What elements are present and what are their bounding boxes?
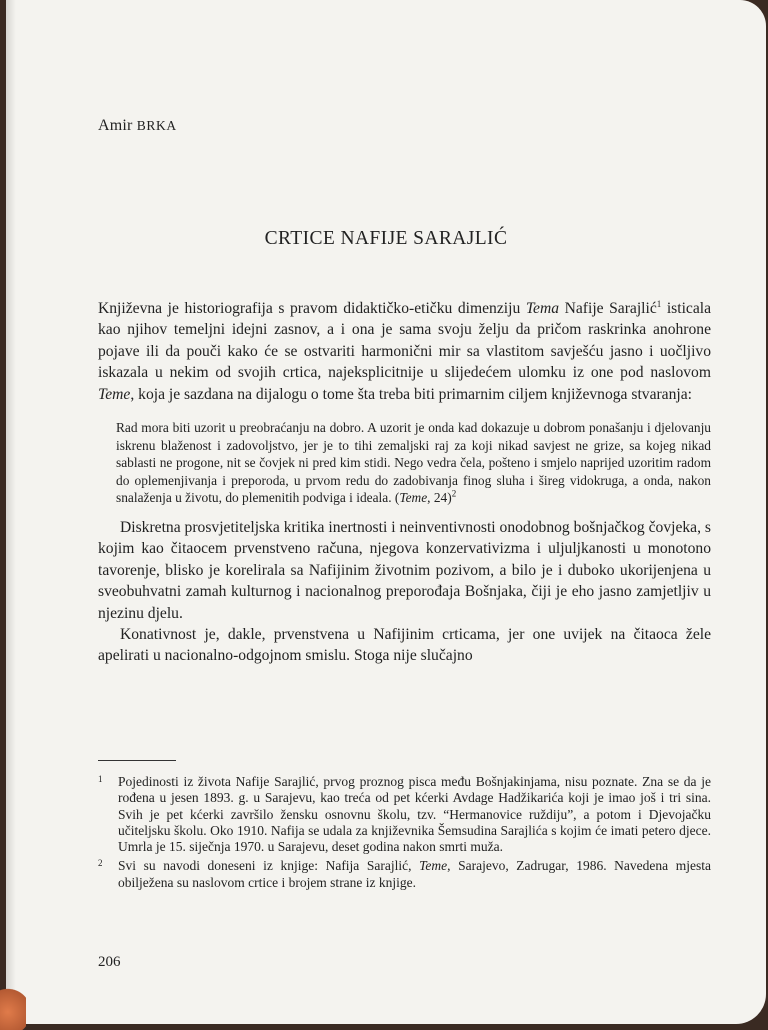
block-quote [116, 419, 711, 507]
footnote-ref-1: 1 [656, 298, 662, 309]
footnote-2-text-a: Svi su navodi doneseni iz knjige: Nafija Sarajlić, [118, 858, 420, 874]
article-body [98, 298, 711, 667]
footnote-2-text-b: , Sarajevo, Zadrugar, 1986. Navedena mjesta obilježena su naslovom crtice i brojem strane iz knjige. [118, 858, 711, 890]
author-first-name: Amir [98, 117, 133, 134]
quote-italic: Teme [399, 490, 428, 506]
footnote-2-italic: Teme [419, 858, 448, 874]
page-number: 206 [98, 954, 121, 970]
footnote-ref-2: 2 [451, 488, 457, 499]
footnote-2-number: 2 [98, 858, 103, 869]
author-name [98, 117, 177, 135]
footnote-2 [98, 858, 711, 891]
footnote-1-number: 1 [98, 774, 103, 784]
paragraph-1 [98, 298, 711, 405]
paragraph-3: Konativnost je, dakle, prvenstvena u Nafijinim crticama, jer one uvijek na čitaoca žele apelirati u nacionalno-odgojnom smislu. Stoga nije slučajno [98, 626, 711, 665]
paragraph-1-italic-b: Teme [98, 385, 131, 403]
paragraph-2: Diskretna prosvjetiteljska kritika inertnosti i neinventivnosti onodobnog bošnjačkog čovjeka, s kojim kao čitaocem prvenstveno računa, njegova konzervativizma i uljuljkanosti u monotono tavorenje, blisko je korelirala sa Nafijinim životnim pozivom, a bilo je i duboko ukorijenjena u sveobuhvatni zamah kulturnog i nacionalnog preporođaja Bošnjaka, čiji je eho jasno zamjetljiv u njezinu djelu. [98, 519, 711, 622]
paragraph-1-text-b: Nafije Sarajlić [559, 300, 657, 317]
footnote-1 [98, 774, 711, 855]
paragraph-1-text-c: isticala kao njihov temeljni idejni zasnov, a i ona je sama svoju želju da pričom raskrinka anohrone pojave ili da pouči kako će se ostvariti harmonični mir sa vlastitom savješću jasno i uočljivo iskazala u nekim od svojih crtica, najeksplicitnije u slijedećem ulomku iz one pod naslovom [98, 300, 711, 382]
paragraph-1-italic-a: Tema [525, 300, 560, 317]
footnote-1-text: Pojedinosti iz života Nafije Sarajlić, prvog proznog pisca među Bošnjakinjama, nisu poznate. Zna se da je rođena u jesen 1893. g. u Sarajevu, kao treća od pet kćerki Avdage Hadžikarića koji je imao još i tri sina. Svih je pet kćerki završilo žensku osnovnu školu, tzv. “Hermanovice ruždiju”, a potom i Djevojačku učiteljsku školu. Oko 1910. Nafija se udala za književnika Šemsudina Sarajlića s kojim će imati petero djece. Umrla je 15. siječnja 1970. u Sarajevu, deset godina nakon smrti muža. [118, 774, 711, 855]
footnotes [98, 774, 711, 894]
paragraph-1-text-a: Književna je historiografija s pravom didaktičko-etičku dimenziju [98, 300, 526, 317]
thumb-edge [0, 985, 26, 1030]
footnote-divider [98, 760, 176, 761]
quote-text: Rad mora biti uzorit u preobraćanju na dobro. A uzorit je onda kad dokazuje u dobrom ponašanju i djelovanju iskrenu blaženost i zadovoljstvo, jer je to tihi zemaljski raj za koji nikad savjest ne grize, sa kojeg nikad sablasti ne progone, nit se čovjek ni pred kim stidi. Nego vedra čela, pošteno i smjelo naprijed uzoritim radom do oplemenjivanja i preporoda, u prvom redu do zadobivanja finog sluha i šireg vidokruga, a onda, nakon snalaženja u životu, do plemenitih podviga i ideala. ( [116, 420, 711, 506]
author-last-name: BRKA [136, 118, 177, 133]
paragraph-1-text-d: , koja je sazdana na dijalogu o tome šta treba biti primarnim ciljem književnoga stvaranja: [130, 385, 692, 403]
book-page [6, 0, 766, 1024]
article-title: CRTICE NAFIJE SARAJLIĆ [264, 228, 508, 249]
quote-citation: , 24) [427, 490, 452, 506]
